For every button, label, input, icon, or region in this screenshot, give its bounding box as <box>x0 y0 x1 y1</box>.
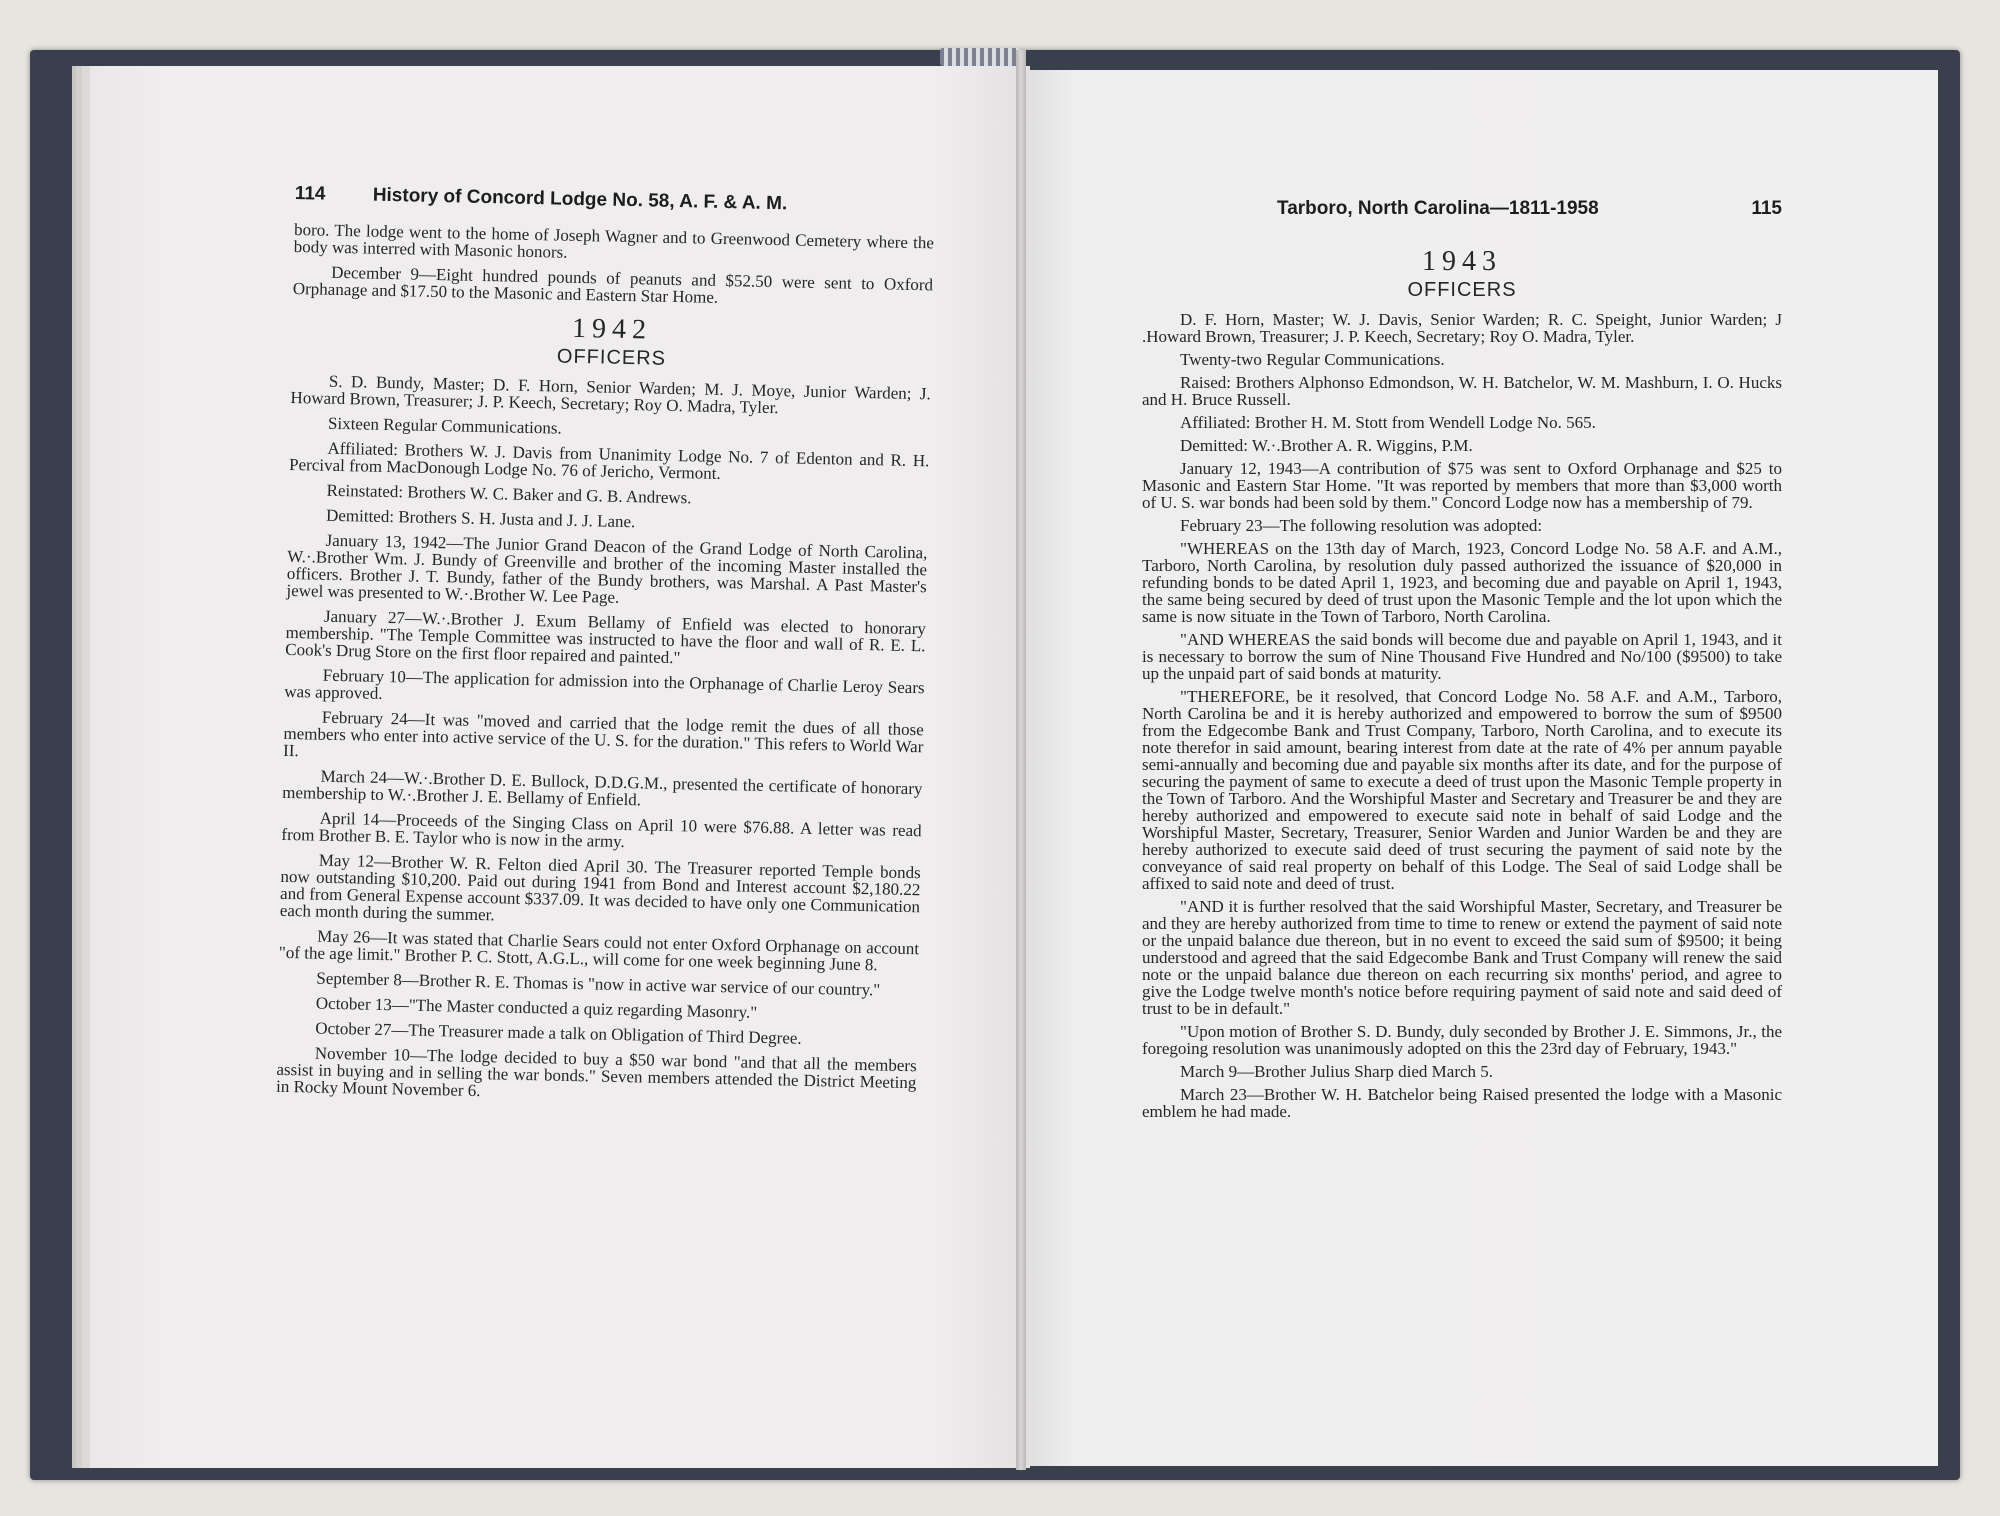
paragraph: November 10—The lodge decided to buy a $50 war bond "and that all the members assist in buying and in selling the war bonds." Seven members attended the District Meeting in Rocky Mount November 6. <box>275 1043 917 1101</box>
paragraph: Raised: Brothers Alphonso Edmondson, W. H. Batchelor, W. M. Mashburn, I. O. Hucks and H. Bruce Russell. <box>1142 373 1782 409</box>
page-number: 114 <box>294 183 326 205</box>
book-gutter <box>1016 50 1026 1470</box>
paragraph: Twenty-two Regular Communications. <box>1180 350 1445 369</box>
paragraph: April 14—Proceeds of the Singing Class on April 10 were $76.88. A letter was read from Brother B. E. Taylor who is now in the army. <box>281 808 922 852</box>
paragraph: February 10—The application for admission into the Orphanage of Charlie Leroy Sears was approved. <box>284 665 925 703</box>
paragraph: D. F. Horn, Master; W. J. Davis, Senior Warden; R. C. Speight, Junior Warden; J .Howard Brown, Treasurer; J. P. Keech, Secretary; Roy O. Madra, Tyler. <box>1142 310 1782 346</box>
paragraph: "WHEREAS on the 13th day of March, 1923, Concord Lodge No. 58 A.F. and A.M., Tarboro, North Carolina, by resolution duly passed authorized the issuance of $20,000 in refunding bonds to be dated April 1, 1923, and becoming due and payable on April 1, 1943, the same being secured by deed of trust upon the Masonic Temple and the lot upon which the same is now situate in the Town of Tarboro, North Carolina. <box>1142 539 1782 626</box>
paragraph: October 27—The Treasurer made a talk on Obligation of Third Degree. <box>315 1018 802 1048</box>
paragraph: S. D. Bundy, Master; D. F. Horn, Senior Warden; M. J. Moye, Junior Warden; J. Howard Brown, Treasurer; J. P. Keech, Secretary; Roy O. Madra, Tyler. <box>290 371 931 418</box>
page-number: 115 <box>1751 198 1782 219</box>
paragraph: Reinstated: Brothers W. C. Baker and G. B. Andrews. <box>326 480 692 508</box>
paragraph: Demitted: Brothers S. H. Justa and J. J. Lane. <box>325 505 636 532</box>
right-page-text <box>1142 200 1782 1126</box>
year-heading: 1943 <box>1422 246 1502 277</box>
book-headband <box>940 48 1020 66</box>
paragraph: March 9—Brother Julius Sharp died March 5. <box>1180 1062 1494 1081</box>
paragraph: May 12—Brother W. R. Felton died April 30. The Treasurer reported Temple bonds now outstanding $10,200. Paid out during 1941 from Bond and Interest account $2,180.22 and from General Expense account $337.09. It was decided to have only one Communication each month during the summer. <box>279 850 921 925</box>
paragraph: January 27—W.·.Brother J. Exum Bellamy of Enfield was elected to honorary membership. "The Temple Committee was instructed to have the floor and wall of R. E. L. Cook's Drug Store on the first floor repaired and painted." <box>285 606 927 668</box>
paragraph: "AND it is further resolved that the said Worshipful Master, Secretary, and Treasurer be and they are hereby authorized from time to time to renew or extend the payment of said note or the unpaid balance due thereon, but in no event to exceed the said sum of $9500; it being understood and agreed that the said Edgecombe Bank and Trust Company will renew the said note or the unpaid balance due thereon on each recurring six months' period, and agree to give the Lodge twelve month's notice before requiring payment of said note and said deed of trust to be in default." <box>1142 897 1782 1018</box>
paragraph: Sixteen Regular Communications. <box>327 413 562 438</box>
officers-heading: OFFICERS <box>556 345 667 370</box>
year-heading: 1942 <box>571 312 653 346</box>
paragraph: Affiliated: Brothers W. J. Davis from Unanimity Lodge No. 7 of Edenton and R. H. Percival from MacDonough Lodge No. 76 of Jericho, Vermont. <box>288 438 930 483</box>
paragraph: Demitted: W.·.Brother A. R. Wiggins, P.M. <box>1180 436 1473 455</box>
running-title: History of Concord Lodge No. 58, A. F. & A. M. <box>372 184 788 215</box>
paragraph: February 23—The following resolution was adopted: <box>1180 516 1543 535</box>
paragraph: March 24—W.·.Brother D. E. Bullock, D.D.G.M., presented the certificate of honorary membership to W.·.Brother J. E. Bellamy of Enfield. <box>282 766 923 810</box>
paragraph: May 26—It was stated that Charlie Sears could not enter Oxford Orphanage on account "of the age limit." Brother P. C. Stott, A.G.L., will come for one week beginning June 8. <box>278 926 920 975</box>
officers-heading: OFFICERS <box>1407 279 1517 301</box>
paragraph: "AND WHEREAS the said bonds will become due and payable on April 1, 1943, and it is necessary to borrow the sum of Nine Thousand Five Hundred and No/100 ($9500) to take up the unpaid part of said bonds at maturity. <box>1142 630 1782 683</box>
left-page-text <box>276 185 935 1116</box>
right-running-head <box>1142 200 1782 236</box>
paragraph: boro. The lodge went to the home of Joseph Wagner and to Greenwood Cemetery where the body was interred with Masonic honors. <box>293 219 935 262</box>
paragraph: "Upon motion of Brother S. D. Bundy, duly seconded by Brother J. E. Simmons, Jr., the foregoing resolution was unanimously adopted on this the 23rd day of February, 1943." <box>1142 1022 1782 1058</box>
paragraph: October 13—"The Master conducted a quiz regarding Masonry." <box>315 993 758 1022</box>
paragraph: January 12, 1943—A contribution of $75 was sent to Oxford Orphanage and $25 to Masonic and Eastern Star Home. "It was reported by members that more than $3,000 worth of U. S. war bonds had been sold by them." Concord Lodge now has a membership of 79. <box>1142 459 1782 512</box>
running-title: Tarboro, North Carolina—1811-1958 <box>1277 198 1599 219</box>
paragraph: January 13, 1942—The Junior Grand Deacon of the Grand Lodge of North Carolina, W.·.Brother Wm. J. Bundy of Greenville and brother of the incoming Master installed the officers. Brother J. T. Bundy, father of the Bundy brothers, was Marshal. A Past Master's jewel was presented to W.·.Brother W. Lee Page. <box>286 530 928 607</box>
paragraph: Affiliated: Brother H. M. Stott from Wendell Lodge No. 565. <box>1180 413 1596 432</box>
paragraph: September 8—Brother R. E. Thomas is "now in active war service of our country." <box>316 968 881 1000</box>
paragraph: December 9—Eight hundred pounds of peanuts and $52.50 were sent to Oxford Orphanage and $17.50 to the Masonic and Eastern Star Home. <box>292 262 934 307</box>
paragraph: February 24—It was "moved and carried that the lodge remit the dues of all those members who enter into active service of the U. S. for the duration." This refers to World War II. <box>282 707 924 761</box>
paragraph: "THEREFORE, be it resolved, that Concord Lodge No. 58 A.F. and A.M., Tarboro, North Carolina be and it is hereby authorized and empowered to borrow the sum of $9500 from the Edgecombe Bank and Trust Company, Tarboro, North Carolina, and to execute its note therefor in said amount, bearing interest from date at the rate of 4% per annum payable semi-annually and becoming due and payable six months after its date, and for the purpose of securing the payment of same to execute a deed of trust upon the Masonic Temple property in the Town of Tarboro. And the Worshipful Master and Secretary and Treasurer be and they are hereby authorized and empowered to execute said note in behalf of said Lodge and the Worshipful Master, Secretary, Treasurer, Senior Warden and Junior Warden be and they are hereby authorized to execute said deed of trust securing the payment of said note by the conveyance of said real property on behalf of this Lodge. The Seal of said Lodge shall be affixed to said note and deed of trust. <box>1142 687 1782 893</box>
paragraph: March 23—Brother W. H. Batchelor being Raised presented the lodge with a Masonic emblem he had made. <box>1142 1085 1782 1121</box>
